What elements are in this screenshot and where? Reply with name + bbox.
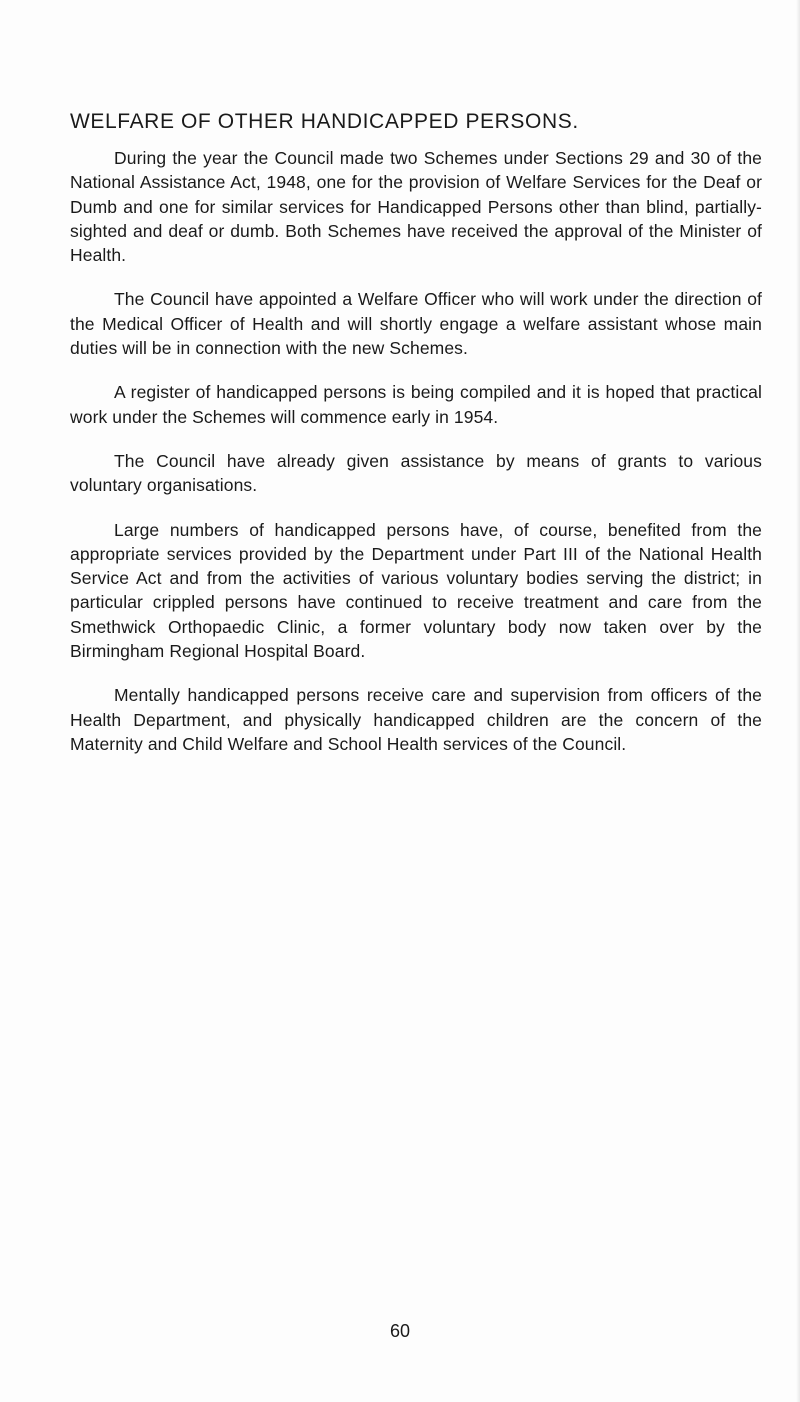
section-heading: WELFARE OF OTHER HANDICAPPED PERSONS. xyxy=(70,110,579,133)
page-edge-shadow xyxy=(796,0,800,1402)
paragraph-welfare-officer: The Council have appointed a Welfare Officer who will work under the direction of the Medical Officer of Health and will shortly engage a welfare assistant whose main duties will be in connection with the new Schemes. xyxy=(70,289,762,359)
paragraph-services: Large numbers of handicapped persons have, of course, benefited from the appropriate services provided by the Department under Part III of the National Health Service Act and from the activities of various voluntary bodies serving the district; in particular crippled persons have continued to receive treatment and care from the Smethwick Orthopaedic Clinic, a former voluntary body now taken over by the Birmingham Regional Hospital Board. xyxy=(70,519,762,662)
document-body xyxy=(70,111,762,776)
paragraph-register: A register of handicapped persons is being compiled and it is hoped that practical work under the Schemes will commence early in 1954. xyxy=(70,382,762,427)
paragraph-schemes: During the year the Council made two Schemes under Sections 29 and 30 of the National Assistance Act, 1948, one for the provision of Welfare Services for the Deaf or Dumb and one for similar services for Handicapped Persons other than blind, partially-sighted and deaf or dumb. Both Schemes have received the approval of the Minister of Health. xyxy=(70,148,762,266)
page-number: 60 xyxy=(389,1321,411,1341)
paragraph-mentally-handicapped: Mentally handicapped persons receive care and supervision from officers of the Health Department, and physically handicapped children are the concern of the Maternity and Child Welfare and School Health services of the Council. xyxy=(70,685,762,754)
paragraph-grants: The Council have already given assistance by means of grants to various voluntary organisations. xyxy=(70,450,762,496)
